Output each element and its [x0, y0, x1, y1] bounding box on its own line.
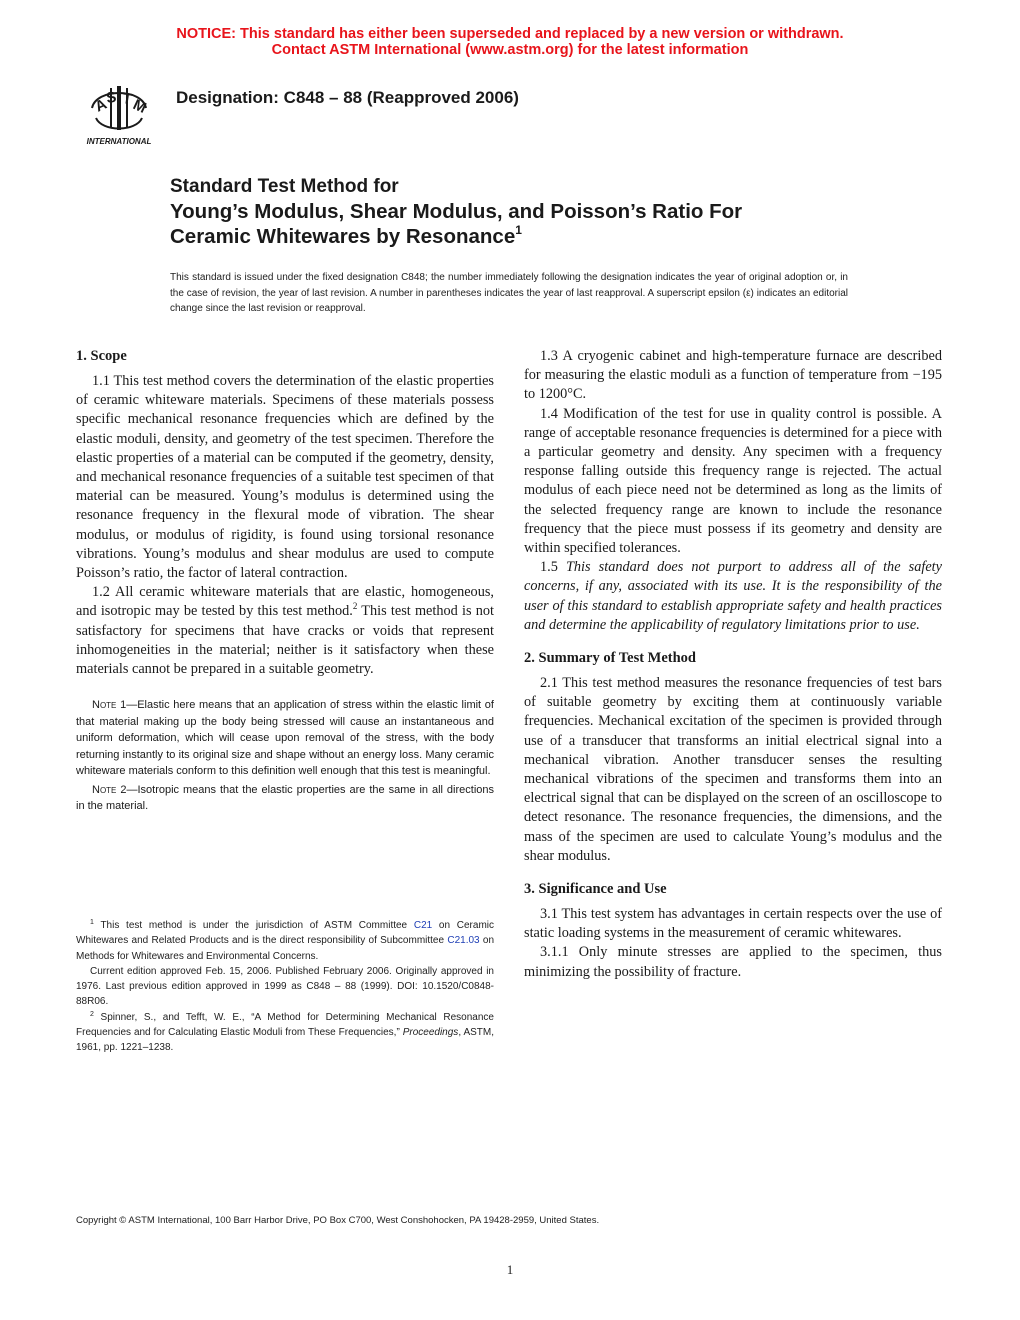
document-title [170, 175, 890, 249]
paragraph-3-1: 3.1 This test system has advantages in certain respects over the use of static loading systems in the measurement of ceramic whitewares. [524, 906, 942, 942]
left-column [76, 347, 494, 815]
subcommittee-c21-03-link[interactable]: C21.03 [447, 935, 480, 947]
title-line-2: Young’s Modulus, Shear Modulus, and Poisson’s Ratio For [170, 200, 743, 223]
svg-text:M: M [130, 96, 149, 117]
footnote-1-mark: 1 [90, 919, 94, 926]
section-heading-scope: 1. Scope [76, 348, 127, 364]
note-1-label: Note 1 [92, 699, 127, 712]
footnote-2-a: Spinner, S., and Tefft, W. E., “A Method for Determining Mechanical Resonance Frequencies and for Calculating Elastic Moduli from These Frequencies,” [76, 1011, 494, 1039]
title-line-3 [170, 224, 890, 249]
title-line-1: Standard Test Method for [170, 176, 399, 197]
footnote-ref-2[interactable]: 2 [352, 601, 358, 612]
svg-text:S: S [105, 88, 118, 107]
notice-line-2: Contact ASTM International (www.astm.org) for the latest information [271, 42, 749, 58]
footnote-1-a: This test method is under the jurisdiction of ASTM Committee [93, 920, 414, 931]
paragraph-2-1: 2.1 This test method measures the resonance frequencies of test bars of suitable geometry by exciting them at continuously variable frequencies. Mechanical excitation of the specimen is provided through use of a transducer that transforms an initial electrical signal into a mechanical vibration. Another transducer senses the resulting mechanical vibrations of the specimen and transforms them into an electrical signal that can be displayed on the screen of an oscilloscope to detect resonance. The resonance frequencies, the dimensions, and the mass of the specimen are used to calculate Young’s modulus and the shear modulus. [524, 675, 942, 864]
footnote-2-b: , ASTM, 1961, pp. 1221–1238. [76, 1027, 495, 1054]
footnote-1-b: on Ceramic Whitewares and Related Products and is the direct responsibility of Subcommittee [76, 920, 494, 947]
svg-text:A: A [92, 95, 110, 116]
svg-text:T: T [121, 90, 133, 109]
paragraph-1-5-text: This standard does not purport to address all of the safety concerns, if any, associated with its use. It is the responsibility of the user of this standard to establish appropriate safety and health practices and determine the applicability of regulatory limitations prior to use. [524, 559, 942, 633]
paragraph-1-4: 1.4 Modification of the test for use in quality control is possible. A range of acceptable resonance frequencies is determined for a piece with a particular geometry and density. Any specimen with a frequency response falling outside this frequency range is rejected. The actual modulus of each piece need not be determined as long as the limits of the selected frequency range are known to include the resonance frequency that the piece must possess if its geometry and density are within specified tolerances. [524, 405, 942, 557]
paragraph-3-1-1: 3.1.1 Only minute stresses are applied to the specimen, thus minimizing the possibility of fracture. [524, 944, 942, 980]
paragraph-1-2-b: This test method is not satisfactory for specimens that have cracks or voids that represent inhomogeneities in the material; neither is it satisfactory when these materials cannot be prepared in a suitable geometry. [76, 603, 494, 678]
note-1-text: —Elastic here means that an application of stress within the elastic limit of that material making up the body being stressed will cause an instantaneous and uniform deformation, which will cease upon removal of the stress, with the body returning instantly to its original size and shape without an energy loss. Many ceramic whiteware materials conform to this definition well enough that this test is meaningful. [76, 699, 494, 778]
paragraph-1-5 [524, 558, 942, 635]
section-heading-summary: 2. Summary of Test Method [524, 650, 696, 667]
footnote-1-current-edition: Current edition approved Feb. 15, 2006. Published February 2006. Originally approved in 1976. Last previous edition approved in 1999 as C848 – 88 (1999). DOI: 10.1520/C0848-88R06. [76, 965, 494, 1008]
note-2-label: Note 2 [92, 783, 127, 796]
paragraph-1-1: 1.1 This test method covers the determination of the elastic properties of ceramic whiteware materials. Specimens of these materials possess specific mechanical resonance frequencies which are defined by the elastic moduli, density, and geometry of the test specimen. Therefore the elastic properties of a material can be computed if the geometry, density, and mechanical resonance frequencies of a suitable test specimen of that material can be measured. Young’s modulus is determined using the resonance frequency in the flexural mode of vibration. The shear modulus, or modulus of rigidity, is found using torsional resonance vibrations. Young’s modulus and shear modulus are used to compute Poisson’s ratio, the factor of lateral contraction. [76, 373, 494, 582]
footnote-2 [76, 1010, 494, 1056]
title-line-3-text: Ceramic Whitewares by Resonance [170, 225, 516, 248]
page-number: 1 [506, 1262, 514, 1277]
designation: Designation: C848 – 88 (Reapproved 2006) [176, 88, 519, 107]
paragraph-1-2-a: 1.2 All ceramic whiteware materials that are elastic, homogeneous, and isotropic may be tested by this test method. [76, 584, 494, 620]
issued-note: This standard is issued under the fixed designation C848; the number immediately following the designation indicates the year of original adoption or, in the case of revision, the year of last revision. A number in parentheses indicates the year of last reapproval. A superscript epsilon (ε) indicates an editorial change since the last revision or reapproval. [170, 272, 848, 314]
committee-c21-link[interactable]: C21 [413, 920, 433, 931]
paragraph-1-5-num: 1.5 [540, 559, 566, 576]
footnote-1 [76, 918, 494, 964]
svg-text:INTERNATIONAL: INTERNATIONAL [86, 137, 152, 146]
notice-line-1: NOTICE: This standard has either been superseded and replaced by a new version or withdrawn. [176, 26, 844, 42]
withdrawn-notice [0, 26, 1020, 58]
copyright-line: Copyright © ASTM International, 100 Barr Harbor Drive, PO Box C700, West Conshohocken, PA 19428-2959, United States. [76, 1215, 600, 1226]
note-1 [76, 697, 494, 780]
footnote-2-mark: 2 [90, 1010, 94, 1018]
title-footnote-mark: 1 [515, 223, 522, 237]
footnotes [76, 918, 494, 1056]
paragraph-1-2 [76, 583, 494, 679]
section-heading-significance: 3. Significance and Use [524, 881, 667, 898]
footnote-2-italic: Proceedings [402, 1027, 459, 1039]
footnote-1-c: on Methods for Whitewares and Environmental Concerns. [76, 935, 495, 962]
right-column [524, 347, 942, 982]
note-2 [76, 782, 494, 815]
note-2-text: —Isotropic means that the elastic properties are the same in all directions in the material. [76, 783, 494, 813]
astm-logo-icon [78, 78, 160, 148]
paragraph-1-3: 1.3 A cryogenic cabinet and high-temperature furnace are described for measuring the elastic moduli as a function of temperature from −195 to 1200°C. [524, 348, 942, 403]
